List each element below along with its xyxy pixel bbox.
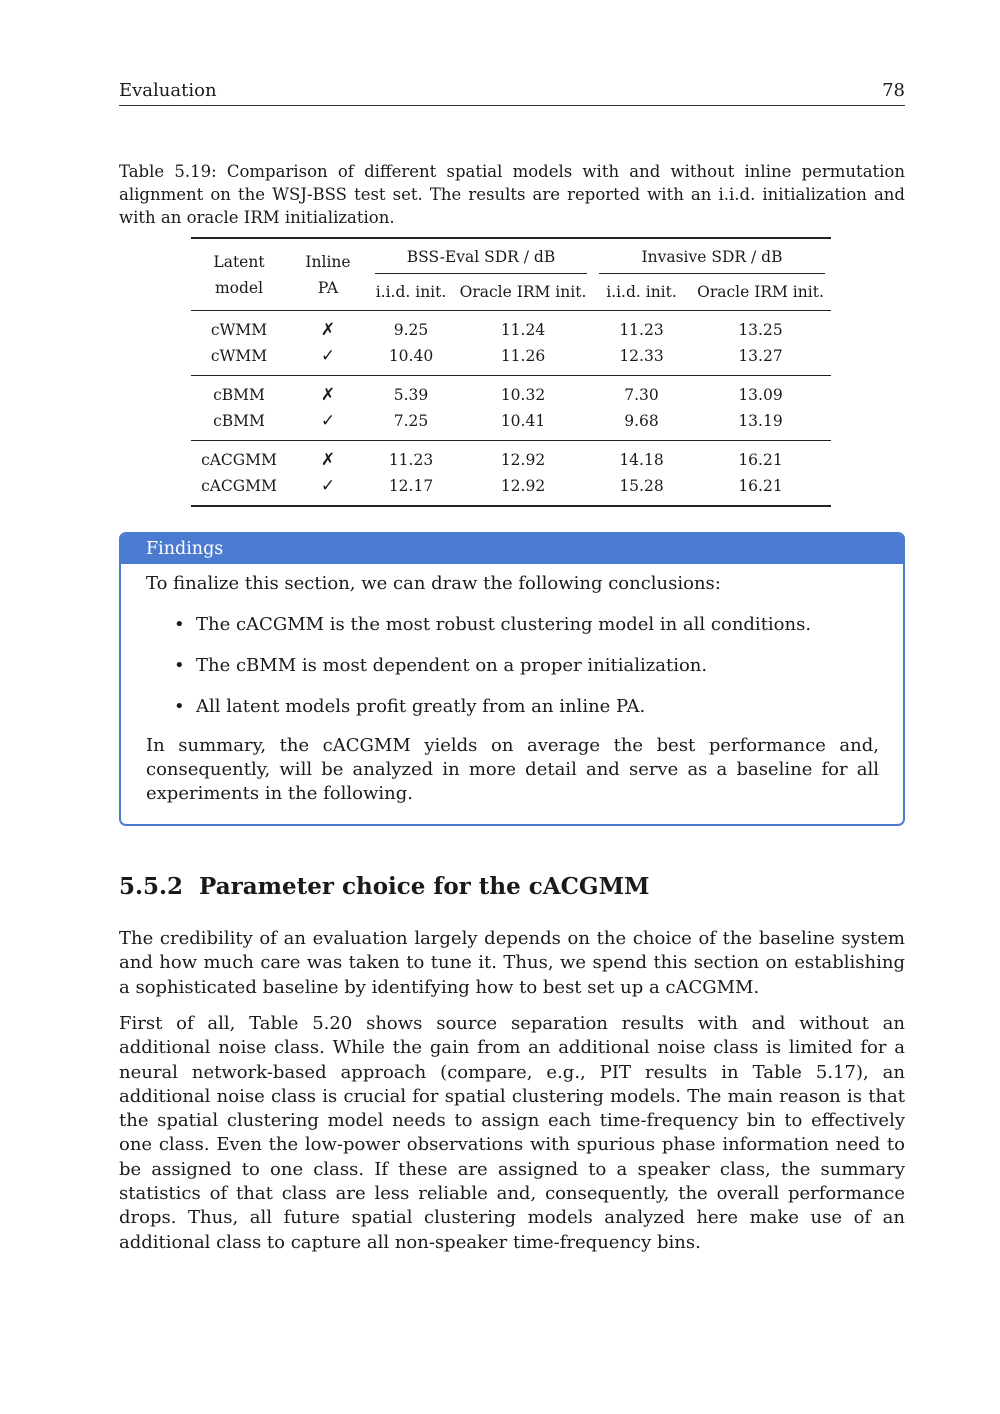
findings-intro: To finalize this section, we can draw the following conclusions:	[146, 573, 721, 594]
cell-bss-oracle: 10.41	[500, 412, 546, 430]
cell-inv-oracle: 13.27	[738, 347, 783, 365]
cell-bss-oracle: 12.92	[500, 477, 546, 495]
cell-model: cBMM	[213, 386, 265, 404]
header-invasive-group	[593, 238, 831, 274]
cell-pa-mark: ✓	[320, 411, 336, 431]
header-invasive-label: Invasive SDR / dB	[641, 247, 783, 266]
cell-inv-oracle: 13.09	[738, 386, 783, 404]
results-table-container	[191, 237, 831, 507]
cell-bss-oracle: 12.92	[500, 451, 546, 469]
cell-bss-iid: 5.39	[393, 386, 429, 404]
header-bss-eval-group	[369, 238, 593, 274]
header-inv-iid: i.i.d. init.	[606, 283, 677, 301]
cell-inv-iid: 9.68	[624, 412, 659, 430]
cell-pa-mark: ✗	[320, 320, 336, 340]
header-bss-oracle: Oracle IRM init.	[459, 283, 587, 301]
cell-bss-oracle: 10.32	[500, 386, 546, 404]
cell-model: cWMM	[210, 347, 268, 365]
cell-bss-iid: 10.40	[388, 347, 434, 365]
section-number: 5.5.2	[119, 873, 184, 900]
findings-title: Findings	[121, 534, 903, 564]
cell-inv-iid: 12.33	[619, 347, 664, 365]
cell-bss-iid: 9.25	[393, 321, 429, 339]
cell-model: cWMM	[210, 321, 268, 339]
list-item: • The cACGMM is the most robust clustering model in all conditions.	[196, 613, 879, 637]
cell-bss-oracle: 11.24	[500, 321, 546, 339]
table-row	[191, 408, 831, 441]
body-paragraph-1: The credibility of an evaluation largely depends on the choice of the baseline system and how much care was taken to tune it. Thus, we spend this section on establishing a sophisticated baseline by identifying how to best set up a cACGMM.	[119, 928, 905, 998]
cell-bss-iid: 12.17	[388, 477, 434, 495]
section-heading	[119, 873, 905, 900]
table-row	[191, 343, 831, 376]
cell-model: cBMM	[213, 412, 265, 430]
cell-bss-iid: 7.25	[393, 412, 429, 430]
findings-box	[119, 532, 905, 826]
findings-body	[121, 564, 903, 806]
table-row	[191, 473, 831, 506]
cell-pa-mark: ✓	[320, 476, 336, 496]
cell-pa-mark: ✗	[320, 450, 336, 470]
section-title: Parameter choice for the cACGMM	[199, 873, 650, 900]
findings-list	[146, 613, 879, 719]
cell-model: cACGMM	[201, 477, 277, 495]
header-latent-line1: Latent	[213, 252, 265, 271]
table-row	[191, 376, 831, 409]
page-number: 78	[882, 80, 905, 101]
results-table	[191, 237, 831, 507]
header-inline-pa	[287, 238, 369, 311]
header-bss-eval-label: BSS-Eval SDR / dB	[406, 247, 556, 266]
cell-inv-oracle: 13.19	[738, 412, 783, 430]
findings-summary: In summary, the cACGMM yields on average the best performance and, consequently, will be analyzed in more detail and serve as a baseline for all experiments in the following.	[146, 735, 879, 804]
cell-inv-iid: 11.23	[619, 321, 664, 339]
table-caption: Table 5.19: Comparison of different spatial models with and without inline permutation alignment on the WSJ-BSS test set. The results are reported with an i.i.d. initialization and with an oracle IRM initialization.	[119, 162, 905, 227]
table-row	[191, 441, 831, 474]
cell-bss-oracle: 11.26	[500, 347, 546, 365]
cell-inv-iid: 14.18	[619, 451, 664, 469]
cell-bss-iid: 11.23	[388, 451, 434, 469]
header-inv-oracle: Oracle IRM init.	[697, 283, 824, 301]
cell-inv-oracle: 16.21	[738, 451, 783, 469]
header-latent-model	[191, 238, 287, 311]
header-section-title: Evaluation	[119, 80, 217, 101]
list-item: • The cBMM is most dependent on a proper initialization.	[196, 654, 879, 678]
cell-inv-oracle: 16.21	[738, 477, 783, 495]
body-paragraph-2: First of all, Table 5.20 shows source separation results with and without an additional noise class. While the gain from an additional noise class is limited for a neural network-based approach (compare, e.g., PIT results in Table 5.17), an additional noise class is crucial for spatial clustering models. The main reason is that the spatial clustering model needs to assign each time-frequency bin to effectively one class. Even the low-power observations with spurious phase information need to be assigned to one class. If these are assigned to a speaker class, the summary statistics of that class are less reliable and, consequently, the overall performance drops. Thus, all future spatial clustering models analyzed here make use of an additional class to capture all non-speaker time-frequency bins.	[119, 1013, 905, 1253]
cell-inv-oracle: 13.25	[738, 321, 783, 339]
header-bss-iid: i.i.d. init.	[375, 283, 447, 301]
cell-inv-iid: 7.30	[624, 386, 659, 404]
table-row	[191, 311, 831, 344]
list-item: • All latent models profit greatly from an inline PA.	[196, 695, 879, 719]
cell-model: cACGMM	[201, 451, 277, 469]
cell-pa-mark: ✓	[320, 346, 336, 366]
header-pa-line2: PA	[317, 278, 339, 297]
cell-inv-iid: 15.28	[619, 477, 664, 495]
header-latent-line2: model	[214, 278, 264, 297]
header-pa-line1: Inline	[305, 252, 351, 271]
running-header	[119, 80, 905, 106]
cell-pa-mark: ✗	[320, 385, 336, 405]
